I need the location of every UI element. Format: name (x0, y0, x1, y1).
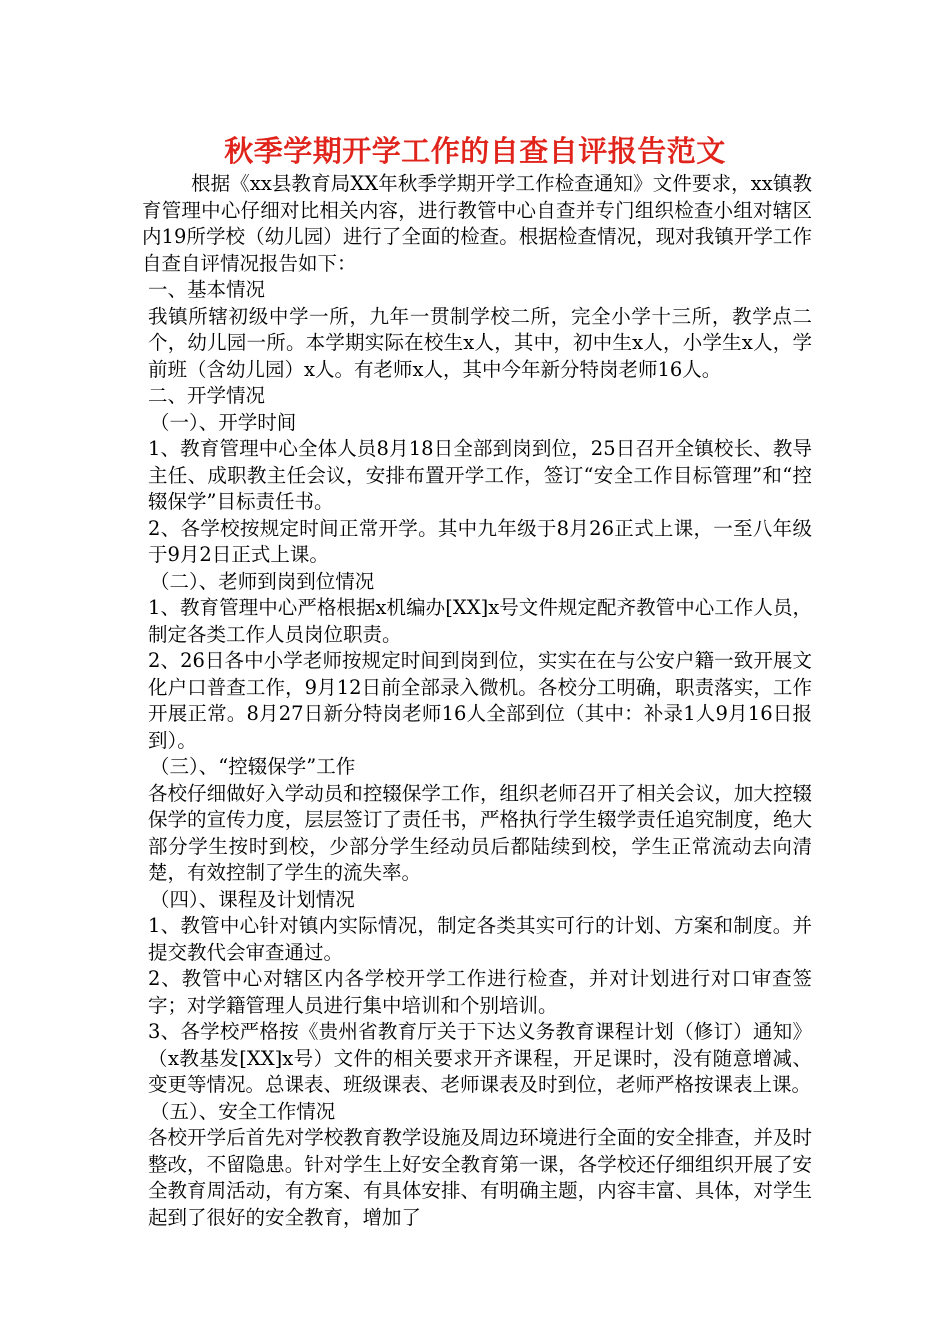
body-paragraph: 1、教管中心针对镇内实际情况，制定各类其实可行的计划、方案和制度。并提交教代会审查通过。 (148, 914, 812, 964)
body-paragraph: 我镇所辖初级中学一所，九年一贯制学校二所，完全小学十三所，教学点二个，幼儿园一所。本学期实际在校生x人，其中，初中生x人，小学生x人，学前班（含幼儿园）x人。有老师x人，其中今年新分特岗老师16人。 (148, 304, 812, 381)
section-heading: （一）、开学时间 (150, 410, 297, 434)
section-heading: （五）、安全工作情况 (150, 1099, 336, 1123)
body-paragraph: 1、教育管理中心严格根据x机编办[XX]x号文件规定配齐教管中心工作人员，制定各类工作人员岗位职责。 (148, 596, 812, 646)
document-body (142, 171, 812, 1231)
body-paragraph: 2、26日各中小学老师按规定时间到岗到位，实实在在与公安户籍一致开展文化户口普查工作，9月12日前全部录入微机。各校分工明确，职责落实，工作开展正常。8月27日新分特岗老师16人全部到位（其中：补录1人9月16日报到）。 (148, 649, 812, 752)
body-paragraph: 各校开学后首先对学校教育教学设施及周边环境进行全面的安全排查，并及时整改，不留隐患。针对学生上好安全教育第一课，各学校还仔细组织开展了安全教育周活动，有方案、有具体安排、有明确主题，内容丰富、具体，对学生起到了很好的安全教育，增加了 (148, 1126, 812, 1229)
body-paragraph: 1、教育管理中心全体人员8月18日全部到岗到位，25日召开全镇校长、教导主任、成职教主任会议，安排布置开学工作，签订“安全工作目标管理”和“控辍保学”目标责任书。 (148, 437, 812, 513)
document-title: 秋季学期开学工作的自查自评报告范文 (224, 134, 726, 168)
section-heading: （三）、“控辍保学”工作 (150, 755, 356, 778)
body-paragraph: 2、教管中心对辖区内各学校开学工作进行检查，并对计划进行对口审查签字；对学籍管理人员进行集中培训和个别培训。 (148, 967, 812, 1017)
section-heading: 一、基本情况 (148, 278, 266, 301)
body-paragraph: 3、各学校严格按《贵州省教育厅关于下达义务教育课程计划（修订）通知》（x教基发[XX]x号）文件的相关要求开齐课程，开足课时，没有随意增减、变更等情况。总课表、班级课表、老师课表及时到位，老师严格按课表上课。 (148, 1020, 812, 1096)
section-heading: 二、开学情况 (148, 384, 266, 407)
body-paragraph: 根据《xx县教育局XX年秋季学期开学工作检查通知》文件要求，xx镇教育管理中心仔细对比相关内容，进行教管中心自查并专门组织检查小组对辖区内19所学校（幼儿园）进行了全面的检查。根据检查情况，现对我镇开学工作自查自评情况报告如下： (142, 172, 812, 275)
section-heading: （四）、课程及计划情况 (150, 887, 355, 911)
body-paragraph: 2、各学校按规定时间正常开学。其中九年级于8月26正式上课，一至八年级于9月2日正式上课。 (148, 516, 812, 566)
body-paragraph: 各校仔细做好入学动员和控辍保学工作，组织老师召开了相关会议，加大控辍保学的宣传力度，层层签订了责任书，严格执行学生辍学责任追究制度，绝大部分学生按时到校，少部分学生经动员后都陆续到校，学生正常流动去向清楚，有效控制了学生的流失率。 (148, 781, 812, 884)
section-heading: （二）、老师到岗到位情况 (150, 569, 375, 593)
